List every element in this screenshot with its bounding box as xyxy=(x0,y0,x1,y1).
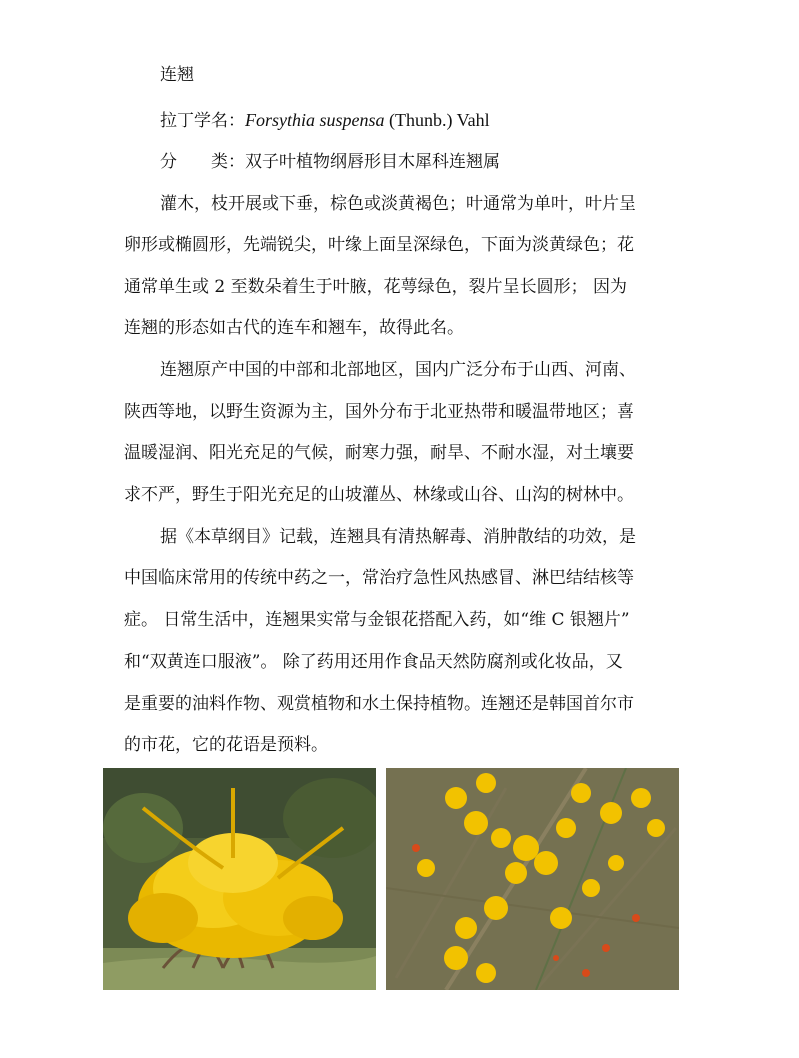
latin-name-line xyxy=(160,108,680,133)
paragraph-3-line: 据《本草纲目》记载，连翘具有清热解毒、消肿散结的功效，是 xyxy=(160,527,636,547)
paragraph-1-line: 连翘的形态如古代的连车和翘车，故得此名。 xyxy=(124,318,464,338)
latin-genus-species: Forsythia suspensa xyxy=(245,110,385,130)
document-title: 连翘 xyxy=(160,65,194,85)
latin-authority: (Thunb.) Vahl xyxy=(384,110,490,130)
latin-name xyxy=(245,110,490,130)
paragraph-1-line: 通常单生或 2 至数朵着生于叶腋，花萼绿色，裂片呈长圆形； 因为 xyxy=(124,277,628,297)
paragraph-2-line: 连翘原产中国的中部和北部地区，国内广泛分布于山西、河南、 xyxy=(160,360,636,380)
paragraph-3-line: 和“双黄连口服液”。 除了药用还用作食品天然防腐剂或化妆品，又 xyxy=(124,652,623,672)
paragraph-3-line: 中国临床常用的传统中药之一，常治疗急性风热感冒、淋巴结结核等 xyxy=(124,568,634,588)
paragraph-2-line: 求不严，野生于阳光充足的山坡灌丛、林缘或山谷、山沟的树林中。 xyxy=(124,485,634,505)
classification-line: 分 类：双子叶植物纲唇形目木犀科连翘属 xyxy=(160,152,500,172)
paragraph-1-line: 卵形或椭圆形，先端锐尖，叶缘上面呈深绿色，下面为淡黄绿色；花 xyxy=(124,235,634,255)
forsythia-shrub-photo xyxy=(103,768,376,990)
paragraph-3-line: 的市花，它的花语是预料。 xyxy=(124,735,328,755)
paragraph-3-line: 是重要的油料作物、观赏植物和水土保持植物。连翘还是韩国首尔市 xyxy=(124,694,634,714)
forsythia-closeup-photo xyxy=(386,768,679,990)
paragraph-2-line: 陕西等地，以野生资源为主，国外分布于北亚热带和暖温带地区；喜 xyxy=(124,402,634,422)
paragraph-1-line: 灌木，枝开展或下垂，棕色或淡黄褐色；叶通常为单叶，叶片呈 xyxy=(160,194,636,214)
latin-name-label: 拉丁学名： xyxy=(160,111,245,131)
paragraph-2-line: 温暖湿润、阳光充足的气候，耐寒力强，耐旱、不耐水湿，对土壤要 xyxy=(124,443,634,463)
paragraph-3-line: 症。 日常生活中，连翘果实常与金银花搭配入药，如“维 C 银翘片” xyxy=(124,610,630,630)
